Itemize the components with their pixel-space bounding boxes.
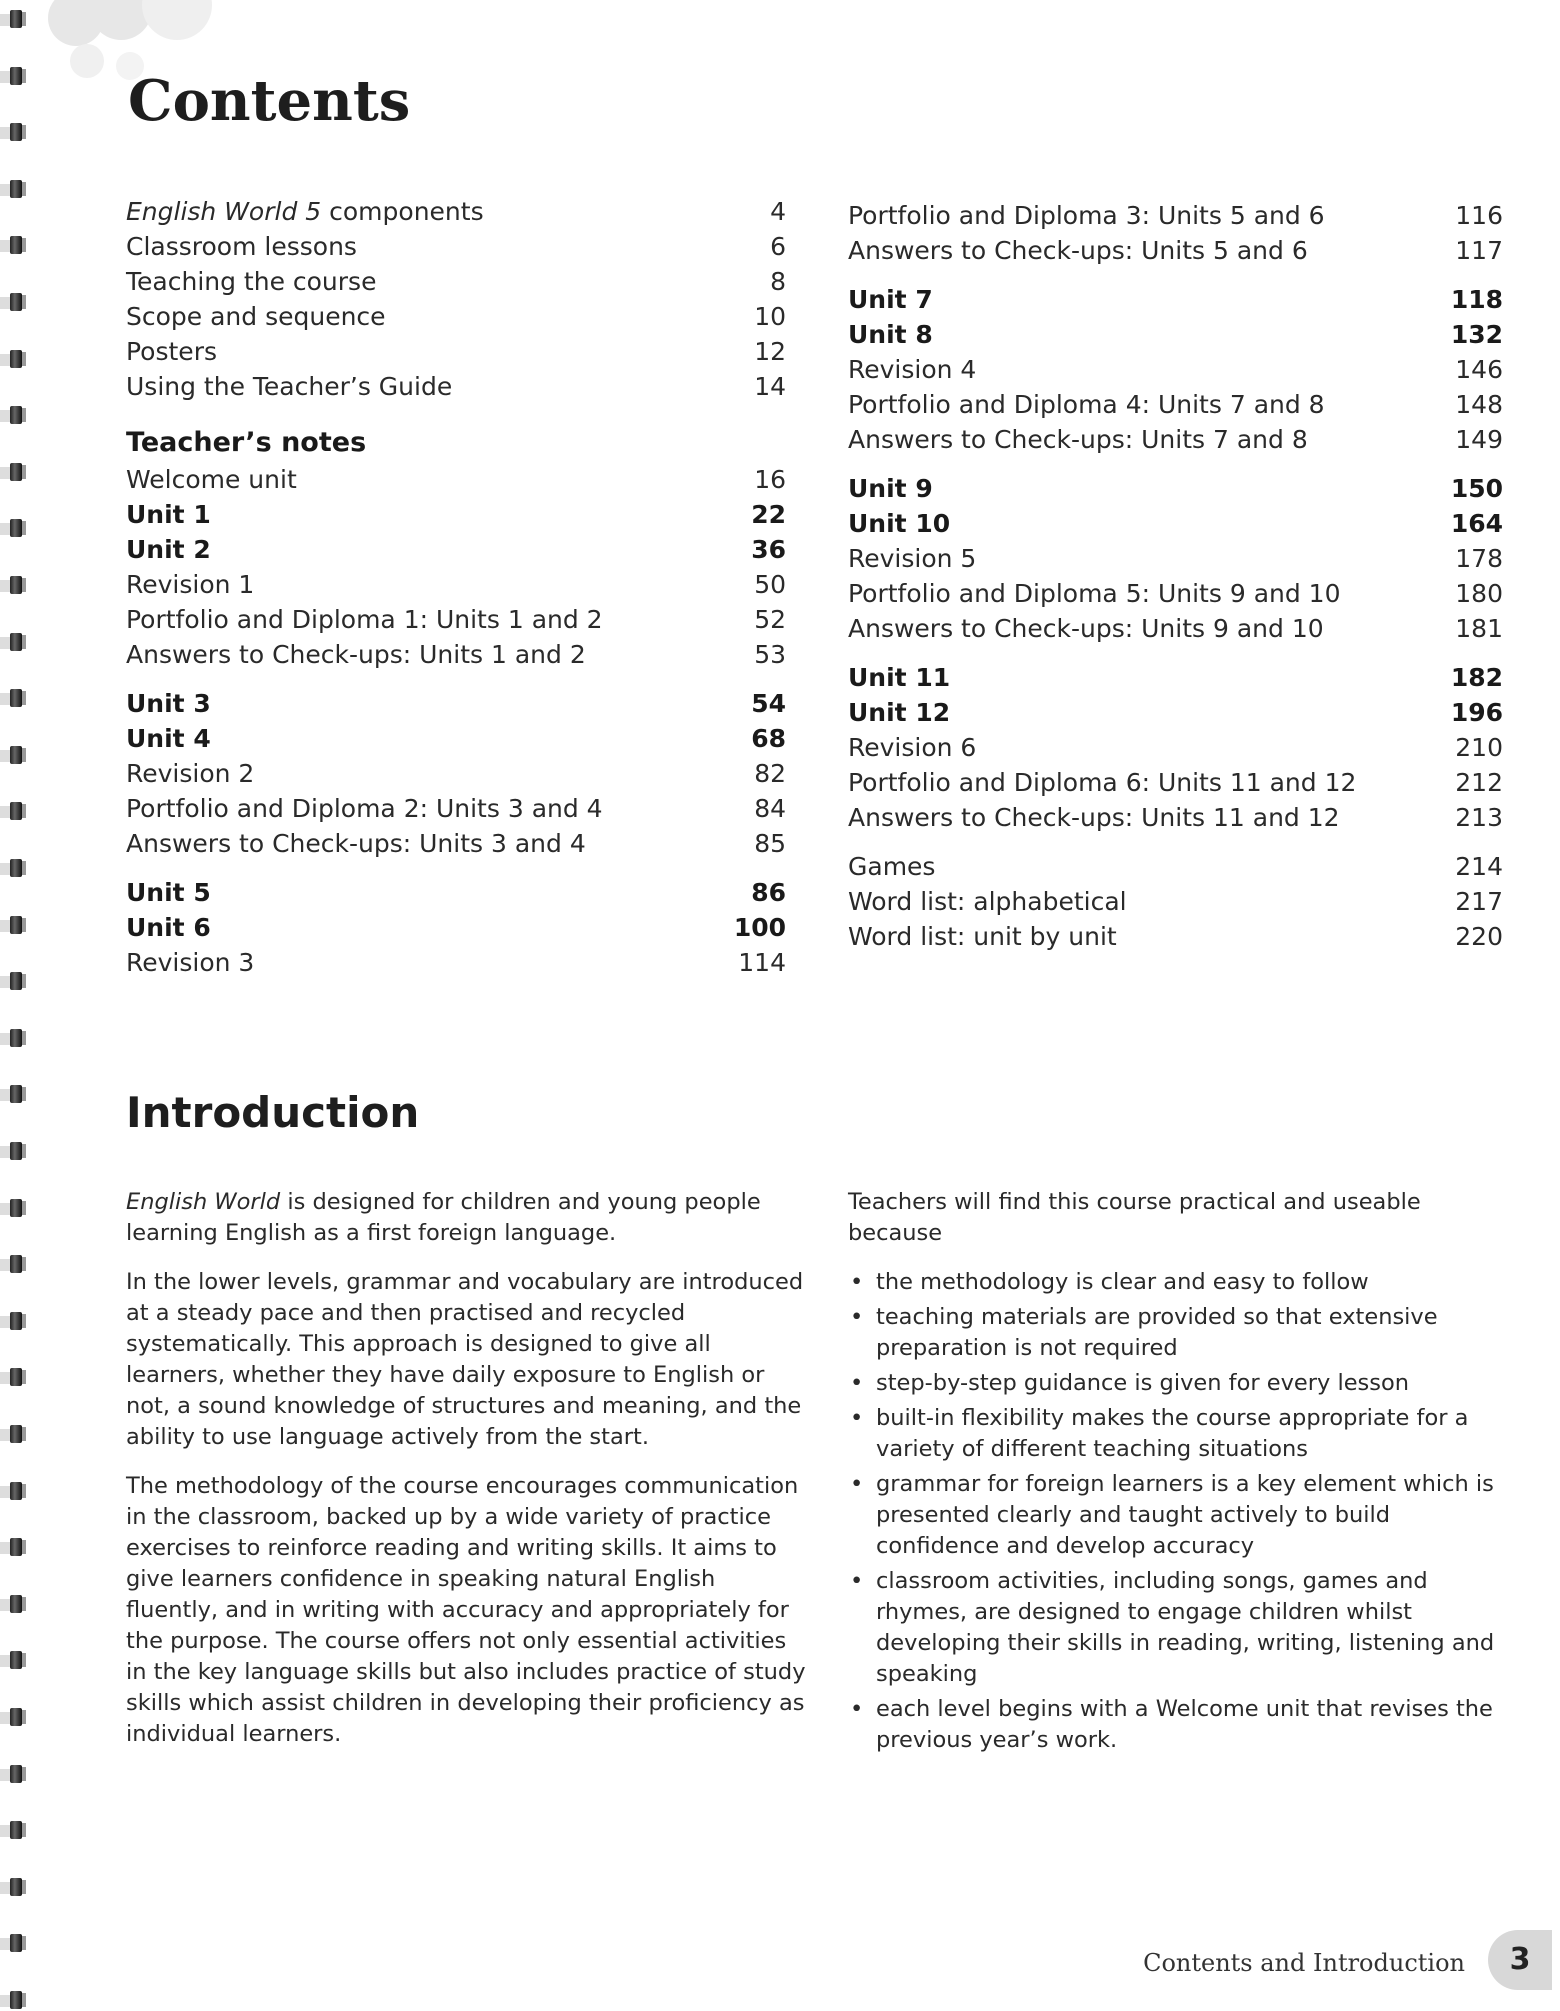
spiral-coil [0, 970, 26, 992]
spiral-coil [0, 1480, 26, 1502]
toc-entry-label: Portfolio and Diploma 1: Units 1 and 2 [126, 605, 603, 634]
toc-entry-page: 178 [1455, 544, 1503, 573]
spiral-coil [0, 857, 26, 879]
list-item: • the methodology is clear and easy to follow [848, 1267, 1513, 1298]
toc-entry-label: Revision 2 [126, 759, 255, 788]
toc-group [848, 471, 1503, 646]
toc-entry-label: Answers to Check-ups: Units 5 and 6 [848, 236, 1308, 265]
toc-group [126, 686, 786, 861]
toc-group [126, 875, 786, 980]
list-item: • teaching materials are provided so that extensive preparation is not required [848, 1302, 1513, 1364]
toc-entry [126, 497, 786, 532]
spiral-coil [0, 1253, 26, 1275]
toc-entry-page: 84 [754, 794, 786, 823]
toc-entry-label: Unit 11 [848, 663, 951, 692]
page-number: 3 [1488, 1930, 1552, 1990]
toc-entry-page: 116 [1455, 201, 1503, 230]
spiral-coil [0, 1876, 26, 1898]
toc-entry-label: Unit 2 [126, 535, 211, 564]
toc-entry-label: English World 5 components [126, 197, 484, 226]
toc-entry-page: 22 [751, 500, 786, 529]
toc-entry-label: Revision 1 [126, 570, 255, 599]
toc-entry [848, 800, 1503, 835]
spiral-coil [0, 914, 26, 936]
spiral-coil [0, 1593, 26, 1615]
toc-entry-page: 181 [1455, 614, 1503, 643]
toc-entry-label: Unit 9 [848, 474, 933, 503]
toc-entry [126, 875, 786, 910]
spiral-coil [0, 1932, 26, 1954]
toc-entry [848, 919, 1503, 954]
toc-left-column [126, 194, 786, 994]
toc-entry-page: 52 [754, 605, 786, 634]
toc-entry-page: 53 [754, 640, 786, 669]
spiral-coil [0, 8, 26, 30]
toc-entry-page: 213 [1455, 803, 1503, 832]
toc-entry-page: 8 [770, 267, 786, 296]
toc-entry-page: 10 [754, 302, 786, 331]
spiral-coil [0, 291, 26, 313]
toc-entry [848, 765, 1503, 800]
toc-entry [126, 567, 786, 602]
intro-paragraph: The methodology of the course encourages communication in the classroom, backed up by a wide variety of practice exercises to reinforce reading and writing skills. It aims to give learners confidence in speaking natural English fluently, and in writing with accuracy and appropriately for the purpose. The course offers not only essential activities in the key language skills but also includes practice of study skills which assist children in developing their proficiency as individual learners. [126, 1473, 806, 1747]
toc-entry [126, 369, 786, 404]
toc-entry [126, 532, 786, 567]
toc-entry-page: 85 [754, 829, 786, 858]
toc-entry [126, 910, 786, 945]
toc-entry [126, 194, 786, 229]
toc-group [848, 282, 1503, 457]
toc-entry-label: Unit 6 [126, 913, 211, 942]
spiral-coil [0, 1027, 26, 1049]
spiral-coil [0, 744, 26, 766]
spiral-coil [0, 1140, 26, 1162]
toc-entry-label: Answers to Check-ups: Units 9 and 10 [848, 614, 1324, 643]
toc-entry-page: 214 [1455, 852, 1503, 881]
spiral-coil [0, 1197, 26, 1219]
footer-section-label: Contents and Introduction [1143, 1949, 1465, 1977]
toc-entry [126, 229, 786, 264]
toc-entry-page: 220 [1455, 922, 1503, 951]
toc-entry [848, 471, 1503, 506]
toc-entry [848, 884, 1503, 919]
toc-entry-label: Word list: unit by unit [848, 922, 1117, 951]
toc-entry-label: Scope and sequence [126, 302, 386, 331]
toc-entry [848, 282, 1503, 317]
toc-entry [848, 506, 1503, 541]
toc-entry-label: Posters [126, 337, 217, 366]
toc-entry [848, 198, 1503, 233]
toc-entry-page: 150 [1450, 474, 1503, 503]
toc-entry-label: Welcome unit [126, 465, 297, 494]
toc-entry-page: 196 [1450, 698, 1503, 727]
toc-entry [848, 576, 1503, 611]
toc-entry-page: 180 [1455, 579, 1503, 608]
toc-entry [848, 611, 1503, 646]
toc-entry [848, 849, 1503, 884]
toc-entry-label: Portfolio and Diploma 4: Units 7 and 8 [848, 390, 1325, 419]
toc-entry-label: Portfolio and Diploma 6: Units 11 and 12 [848, 768, 1357, 797]
toc-entry [126, 756, 786, 791]
toc-entry [848, 422, 1503, 457]
toc-entry-page: 132 [1450, 320, 1503, 349]
spiral-coil [0, 1763, 26, 1785]
spiral-coil [0, 1423, 26, 1445]
toc-entry-label: Revision 3 [126, 948, 255, 977]
toc-entry-label: Word list: alphabetical [848, 887, 1127, 916]
teachers-notes-heading: Teacher’s notes [126, 427, 367, 458]
toc-group [126, 194, 786, 404]
spiral-coil [0, 687, 26, 709]
intro-paragraph: English World is designed for children and young people learning English as a first foreign language. [126, 1189, 761, 1246]
toc-entry-label: Using the Teacher’s Guide [126, 372, 453, 401]
spiral-binding [0, 0, 30, 2000]
toc-entry-label: Portfolio and Diploma 3: Units 5 and 6 [848, 201, 1325, 230]
toc-entry [848, 730, 1503, 765]
toc-entry-label: Unit 5 [126, 878, 211, 907]
toc-entry-label: Unit 10 [848, 509, 951, 538]
benefits-list [848, 1267, 1513, 1756]
list-item: • classroom activities, including songs, games and rhymes, are designed to engage children whilst developing their skills in reading, writing, listening and speaking [848, 1566, 1513, 1690]
toc-entry-page: 12 [754, 337, 786, 366]
spiral-coil [0, 574, 26, 596]
toc-entry-page: 50 [754, 570, 786, 599]
toc-entry-page: 4 [770, 197, 786, 226]
spiral-coil [0, 178, 26, 200]
toc-entry [126, 826, 786, 861]
spiral-coil [0, 121, 26, 143]
toc-entry [126, 686, 786, 721]
list-item: • step-by-step guidance is given for every lesson [848, 1368, 1513, 1399]
spiral-coil [0, 461, 26, 483]
intro-right-column [848, 1187, 1513, 1760]
toc-entry [848, 352, 1503, 387]
list-item: • built-in flexibility makes the course appropriate for a variety of different teaching situations [848, 1403, 1513, 1465]
toc-entry [126, 791, 786, 826]
toc-entry-page: 182 [1450, 663, 1503, 692]
toc-group [848, 198, 1503, 268]
list-item: • each level begins with a Welcome unit that revises the previous year’s work. [848, 1694, 1513, 1756]
toc-entry [126, 637, 786, 672]
toc-entry-label: Teaching the course [126, 267, 377, 296]
toc-entry [126, 602, 786, 637]
spiral-coil [0, 1536, 26, 1558]
toc-entry-label: Answers to Check-ups: Units 1 and 2 [126, 640, 586, 669]
toc-entry-label: Unit 3 [126, 689, 211, 718]
toc-entry-page: 54 [751, 689, 786, 718]
toc-group [848, 849, 1503, 954]
toc-entry-page: 100 [733, 913, 786, 942]
spiral-coil [0, 234, 26, 256]
toc-entry-label: Revision 5 [848, 544, 977, 573]
toc-entry-page: 217 [1455, 887, 1503, 916]
spiral-coil [0, 800, 26, 822]
toc-entry-label: Answers to Check-ups: Units 7 and 8 [848, 425, 1308, 454]
spiral-coil [0, 1366, 26, 1388]
toc-entry-page: 212 [1455, 768, 1503, 797]
spiral-coil [0, 348, 26, 370]
intro-lead: Teachers will find this course practical and useable because [848, 1189, 1421, 1246]
toc-entry-label: Answers to Check-ups: Units 11 and 12 [848, 803, 1340, 832]
toc-entry-label: Unit 4 [126, 724, 211, 753]
toc-entry-page: 210 [1455, 733, 1503, 762]
spiral-coil [0, 1819, 26, 1841]
toc-entry-label: Revision 4 [848, 355, 977, 384]
contents-title: Contents [128, 68, 411, 134]
introduction-title: Introduction [126, 1088, 420, 1137]
spiral-coil [0, 517, 26, 539]
intro-left-column [126, 1187, 806, 1768]
spiral-coil [0, 1989, 26, 2011]
spiral-coil [0, 1649, 26, 1671]
toc-entry-label: Portfolio and Diploma 5: Units 9 and 10 [848, 579, 1341, 608]
toc-entry-page: 114 [738, 948, 786, 977]
toc-entry-label: Unit 7 [848, 285, 933, 314]
toc-entry [126, 334, 786, 369]
toc-entry-page: 164 [1450, 509, 1503, 538]
toc-entry [848, 660, 1503, 695]
toc-entry-label: Classroom lessons [126, 232, 357, 261]
toc-entry-page: 118 [1450, 285, 1503, 314]
toc-entry [848, 317, 1503, 352]
toc-entry-page: 82 [754, 759, 786, 788]
toc-right-column [848, 198, 1503, 968]
toc-group [848, 660, 1503, 835]
toc-entry-page: 146 [1455, 355, 1503, 384]
toc-entry-page: 148 [1455, 390, 1503, 419]
toc-entry [126, 462, 786, 497]
toc-entry-page: 16 [754, 465, 786, 494]
toc-entry-label: Unit 8 [848, 320, 933, 349]
toc-entry-page: 117 [1455, 236, 1503, 265]
toc-entry-label: Portfolio and Diploma 2: Units 3 and 4 [126, 794, 603, 823]
toc-entry [848, 233, 1503, 268]
toc-entry-label: Games [848, 852, 936, 881]
toc-entry [126, 721, 786, 756]
toc-entry [126, 945, 786, 980]
toc-entry-label: Revision 6 [848, 733, 977, 762]
toc-entry [126, 264, 786, 299]
list-item: • grammar for foreign learners is a key element which is presented clearly and taught actively to build confidence and develop accuracy [848, 1469, 1513, 1562]
toc-entry-page: 36 [751, 535, 786, 564]
toc-entry [848, 695, 1503, 730]
spiral-coil [0, 1310, 26, 1332]
spiral-coil [0, 1083, 26, 1105]
toc-group [126, 462, 786, 672]
spiral-coil [0, 1706, 26, 1728]
spiral-coil [0, 631, 26, 653]
toc-entry [848, 541, 1503, 576]
toc-entry-page: 14 [754, 372, 786, 401]
toc-entry-page: 68 [751, 724, 786, 753]
toc-entry-page: 149 [1455, 425, 1503, 454]
toc-entry-label: Unit 1 [126, 500, 211, 529]
spiral-coil [0, 65, 26, 87]
toc-entry-page: 6 [770, 232, 786, 261]
toc-entry [126, 299, 786, 334]
spiral-coil [0, 404, 26, 426]
toc-entry-label: Answers to Check-ups: Units 3 and 4 [126, 829, 586, 858]
toc-entry-label: Unit 12 [848, 698, 951, 727]
toc-entry [848, 387, 1503, 422]
toc-entry-page: 86 [751, 878, 786, 907]
intro-paragraph: In the lower levels, grammar and vocabulary are introduced at a steady pace and then practised and recycled systematically. This approach is designed to give all learners, whether they have daily exposure to English or not, a sound knowledge of structures and meaning, and the ability to use language actively from the start. [126, 1269, 804, 1450]
